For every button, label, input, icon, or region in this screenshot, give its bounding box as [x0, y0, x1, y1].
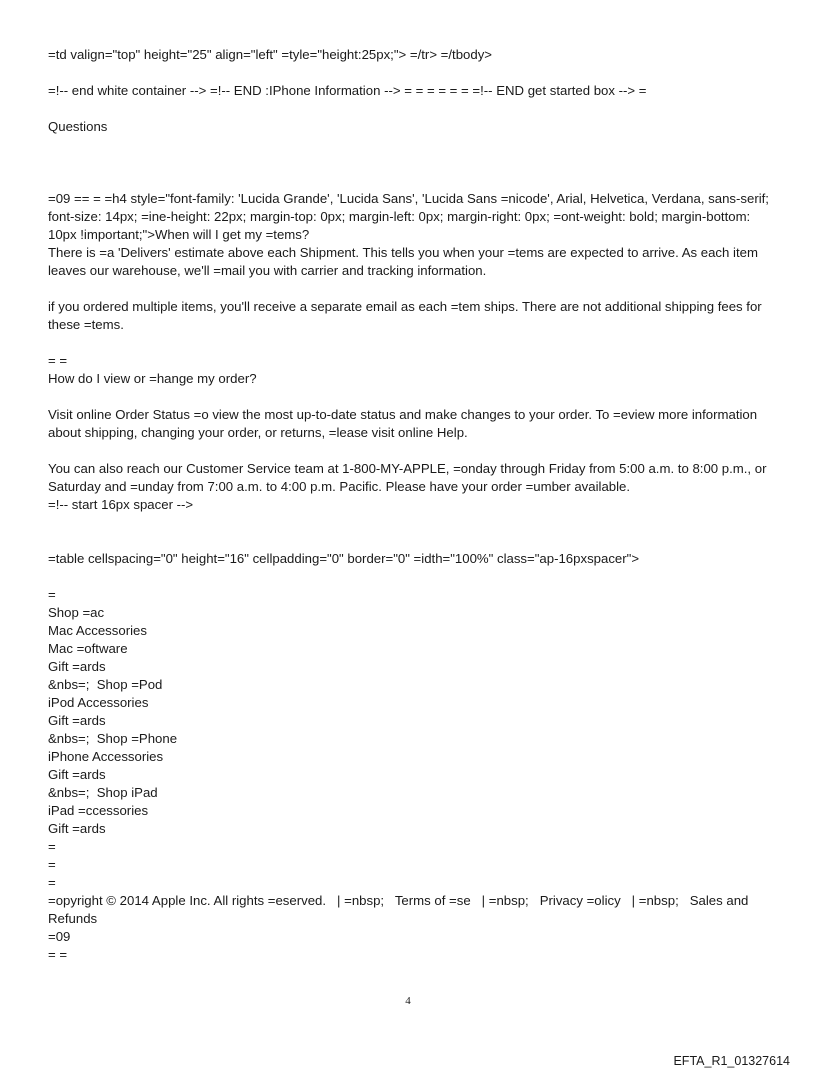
text-paragraph: if you ordered multiple items, you'll receive a separate email as each =tem ships. There are not additional shipping fees for these =tems. — [48, 299, 766, 332]
document-body — [48, 46, 773, 964]
text-line: =table cellspacing="0" height="16" cellpadding="0" border="0" =idth="100%" class="ap-16pxspacer"> — [48, 551, 640, 566]
text-line: = — [48, 587, 56, 602]
list-item: Shop =ac — [48, 605, 105, 620]
text-paragraph: There is =a 'Delivers' estimate above each Shipment. This tells you when your =tems are expected to arrive. As each item leaves our warehouse, we'll =mail you with carrier and tracking information. — [48, 245, 762, 278]
text-line: = — [48, 839, 56, 854]
text-line: = — [48, 857, 56, 872]
text-paragraph: =09 == = =h4 style="font-family: 'Lucida Grande', 'Lucida Sans', 'Lucida Sans =nicode', Arial, Helvetica, Verdana, sans-serif; font-size: 14px; =ine-height: 22px; margin-top: 0px; margin-left: 0px; margin-right: 0px; =ont-weight: bold; margin-bottom: 10px !important;">When will I get my =tems? — [48, 191, 773, 242]
list-item: Gift =ards — [48, 659, 106, 674]
list-item: iPad =ccessories — [48, 803, 149, 818]
text-line: =!-- end white container --> =!-- END :IPhone Information --> = = = = = = =!-- END get started box --> = — [48, 83, 647, 98]
text-paragraph: You can also reach our Customer Service team at 1-800-MY-APPLE, =onday through Friday from 5:00 a.m. to 8:00 p.m., or Saturday and =unday from 7:00 a.m. to 4:00 p.m. Pacific. Please have your order =umber available. — [48, 461, 771, 494]
list-item: &nbs=; Shop =Phone — [48, 731, 178, 746]
list-item: &nbs=; Shop iPad — [48, 785, 158, 800]
list-item: Mac Accessories — [48, 623, 147, 638]
page-number: 4 — [405, 995, 411, 1007]
copyright-line: =opyright © 2014 Apple Inc. All rights =eserved. | =nbsp; Terms of =se | =nbsp; Privacy =olicy | =nbsp; Sales and Refunds — [48, 893, 753, 926]
list-item: Gift =ards — [48, 767, 106, 782]
text-line: =!-- start 16px spacer --> — [48, 497, 194, 512]
text-line: =09 — [48, 929, 71, 944]
list-item: Mac =oftware — [48, 641, 128, 656]
text-line: = — [48, 875, 56, 890]
document-id: EFTA_R1_01327614 — [673, 1054, 790, 1068]
question-heading: How do I view or =hange my order? — [48, 371, 257, 386]
list-item: &nbs=; Shop =Pod — [48, 677, 163, 692]
text-line: =td valign="top" height="25" align="left" =tyle="height:25px;"> =/tr> =/tbody> — [48, 47, 493, 62]
section-heading-questions: Questions — [48, 119, 108, 134]
text-line: = = — [48, 947, 68, 962]
list-item: iPhone Accessories — [48, 749, 164, 764]
list-item: Gift =ards — [48, 821, 106, 836]
list-item: iPod Accessories — [48, 695, 149, 710]
text-paragraph: Visit online Order Status =o view the most up-to-date status and make changes to your order. To =eview more information about shipping, changing your order, or returns, =lease visit online Help. — [48, 407, 761, 440]
text-line: = = — [48, 353, 68, 368]
list-item: Gift =ards — [48, 713, 106, 728]
